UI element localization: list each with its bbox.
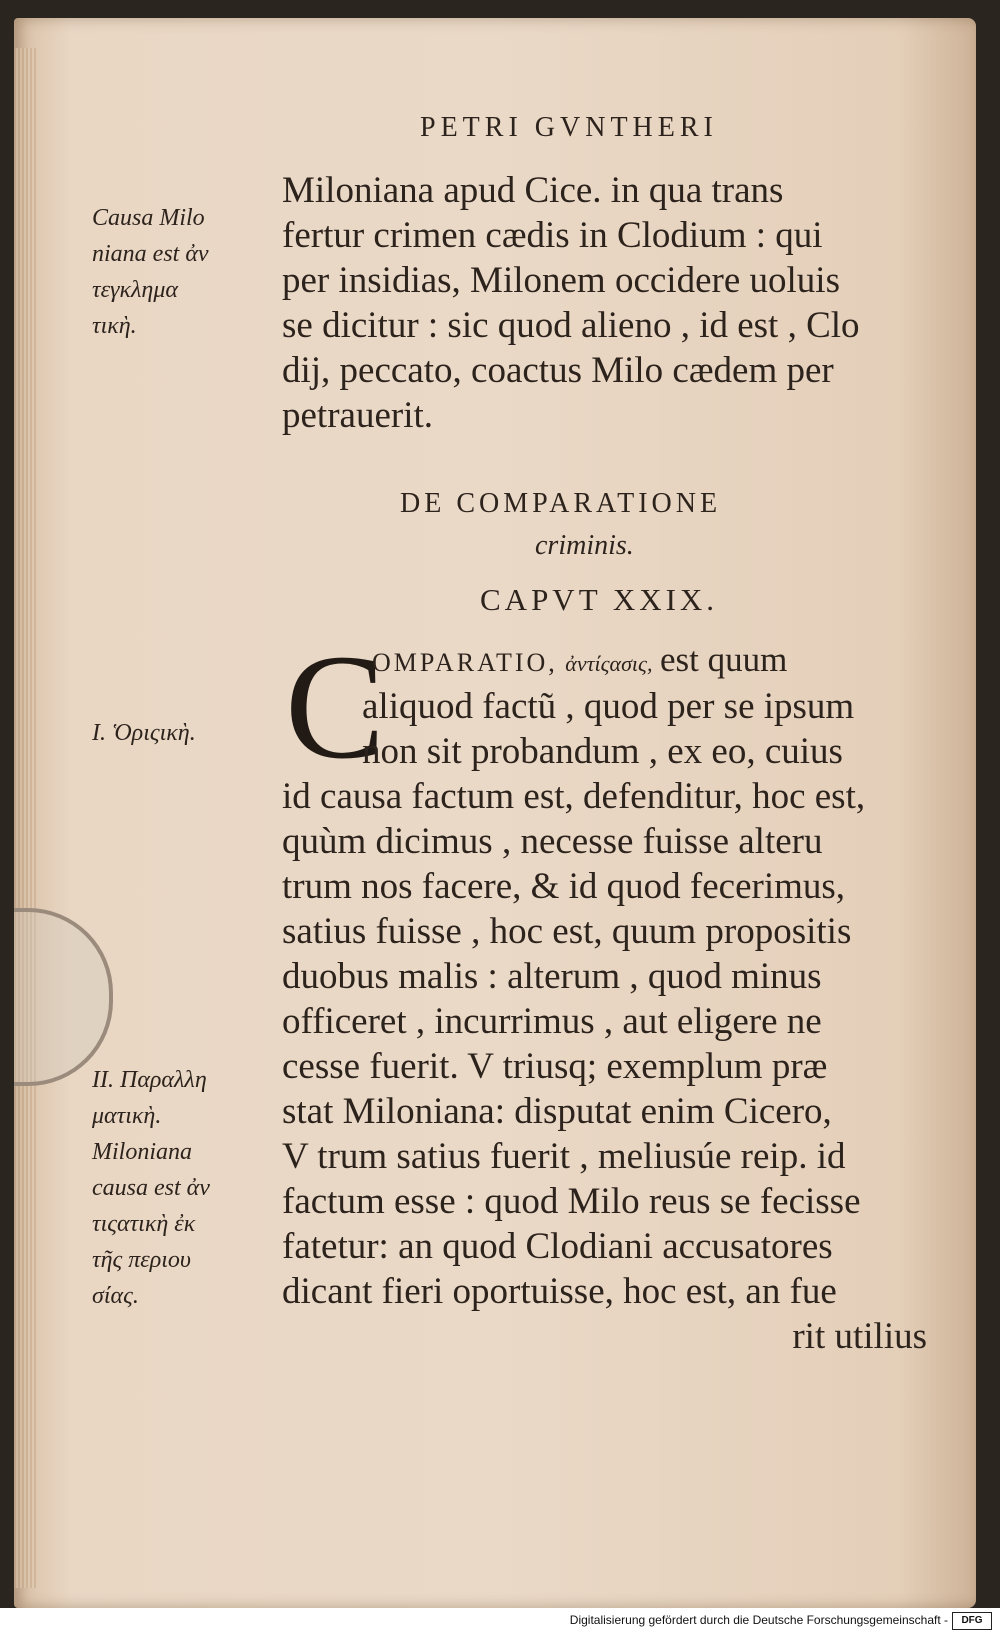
text-block-b (282, 684, 962, 1359)
text-line: officeret , incurrimus , aut eligere ne (282, 1001, 822, 1042)
margin-line: niana est ἀν (92, 241, 209, 267)
text-line: se dicitur : sic quod alieno , id est , Clo (282, 305, 860, 346)
text-line: Miloniana apud Cice. in qua trans (282, 170, 784, 211)
running-head: PETRI GVNTHERI (420, 112, 718, 143)
dfg-logo: DFG (952, 1612, 992, 1630)
chapter-heading: CAPVT XXIX. (480, 582, 719, 617)
first-line (372, 640, 962, 684)
margin-line: Causa Milo (92, 205, 205, 231)
margin-line: τῆς περιου (92, 1247, 191, 1273)
text-line: satius fuisse , hoc est, quum propositis (282, 911, 852, 952)
margin-line: σίας. (92, 1283, 139, 1309)
text-line: dicant fieri oportuisse, hoc est, an fue (282, 1271, 837, 1312)
footer-bar (0, 1608, 1000, 1633)
marginal-note-1 (92, 200, 272, 344)
section-subtitle: criminis. (535, 530, 634, 561)
footer-credit: Digitalisierung gefördert durch die Deutsche Forschungsgemeinschaft - (569, 1613, 948, 1627)
page-clip (14, 908, 113, 1086)
margin-line: I. Ὁριςικὴ. (92, 720, 196, 746)
margin-line: Miloniana (92, 1139, 192, 1165)
text-line: trum nos facere, & id quod fecerimus, (282, 866, 846, 907)
marginal-note-2 (92, 715, 272, 751)
text-line: cesse fuerit. V triusq; exemplum præ (282, 1046, 828, 1087)
text-line: fatetur: an quod Clodiani accusatores (282, 1226, 833, 1267)
marginal-note-3 (92, 1062, 272, 1314)
text-line: non sit probandum , ex eo, cuius (362, 731, 843, 772)
section-title: DE COMPARATIONE (400, 488, 722, 519)
text-line: factum esse : quod Milo reus se fecisse (282, 1181, 861, 1222)
text-line: V trum satius fuerit , meliusúe reip. id (282, 1136, 846, 1177)
first-word: OMPARATIO, (372, 648, 558, 677)
margin-line: τιςατικὴ ἐκ (92, 1211, 196, 1237)
first-line-rest: est quum (659, 640, 788, 679)
text-line: dij, peccato, coactus Milo cædem per (282, 350, 834, 391)
text-line: rit utilius (792, 1316, 927, 1357)
margin-line: II. Παραλλη (92, 1067, 207, 1093)
text-line: stat Miloniana: disputat enim Cicero, (282, 1091, 832, 1132)
greek-term: ἀντίςασις, (565, 651, 653, 676)
page-stack-edge (14, 48, 36, 1588)
text-line: aliquod factũ , quod per se ipsum (362, 686, 855, 727)
margin-line: τεγκλημα (92, 277, 178, 303)
text-line: fertur crimen cædis in Clodium : qui (282, 215, 823, 256)
drop-cap: C (285, 624, 386, 790)
margin-line: causa est ἀν (92, 1175, 210, 1201)
text-line: per insidias, Milonem occidere uoluis (282, 260, 840, 301)
margin-line: τικὴ. (92, 313, 137, 339)
text-line: duobus malis : alterum , quod minus (282, 956, 822, 997)
margin-line: ματικὴ. (92, 1103, 162, 1129)
text-line: quùm dicimus , necesse fuisse alteru (282, 821, 823, 862)
text-block-a (282, 168, 962, 438)
text-line: petrauerit. (282, 395, 433, 436)
text-line: id causa factum est, defenditur, hoc est, (282, 776, 866, 817)
